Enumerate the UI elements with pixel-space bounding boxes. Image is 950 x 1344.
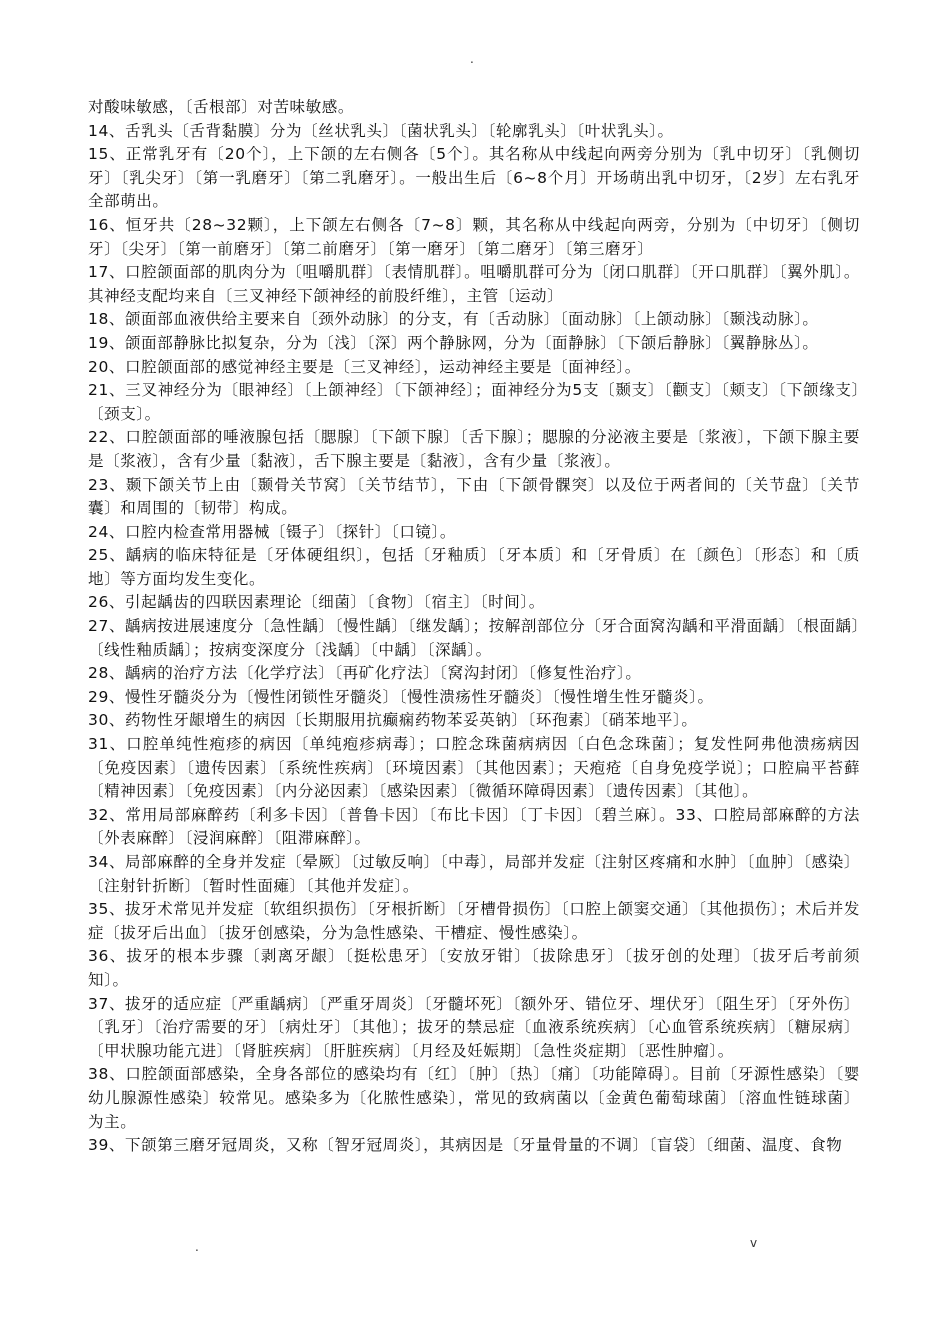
paragraph: 35、拔牙术常见并发症〔软组织损伤〕〔牙根折断〕〔牙槽骨损伤〕〔口腔上颌窦交通〕〔其他损伤〕；术后并发症〔拔牙后出血〕〔拔牙创感染，分为急性感染、干槽症、慢性感染〕。 — [88, 900, 860, 942]
paragraph: 28、龋病的治疗方法〔化学疗法〕〔再矿化疗法〕〔窝沟封闭〕〔修复性治疗〕。 — [88, 664, 642, 683]
paragraph: 14、舌乳头〔舌背黏膜〕分为〔丝状乳头〕〔菌状乳头〕〔轮廓乳头〕〔叶状乳头〕。 — [88, 121, 674, 140]
paragraph: 16、恒牙共〔28~32颗〕，上下颌左右侧各〔7~8〕颗，其名称从中线起向两旁，分别为〔中切牙〕〔侧切牙〕〔尖牙〕〔第一前磨牙〕〔第二前磨牙〕〔第一磨牙〕〔第二磨牙〕〔第三磨牙〕 — [88, 215, 860, 258]
paragraph: 36、拔牙的根本步骤〔剥离牙龈〕〔挺松患牙〕〔安放牙钳〕〔拔除患牙〕〔拔牙创的处理〕〔拔牙后考前须知〕。 — [88, 947, 860, 989]
paragraph: 32、常用局部麻醉药〔利多卡因〕〔普鲁卡因〕〔布比卡因〕〔丁卡因〕〔碧兰麻〕。33、口腔局部麻醉的方法〔外表麻醉〕〔浸润麻醉〕〔阻滞麻醉〕。 — [88, 805, 860, 848]
paragraph: 20、口腔颌面部的感觉神经主要是〔三叉神经〕，运动神经主要是〔面神经〕。 — [88, 357, 641, 376]
paragraph: 34、局部麻醉的全身并发症〔晕厥〕〔过敏反响〕〔中毒〕，局部并发症〔注射区疼痛和水肿〕〔血肿〕〔感染〕〔注射针折断〕〔暂时性面瘫〕〔其他并发症〕。 — [88, 853, 860, 895]
paragraph: 29、慢性牙髓炎分为〔慢性闭锁性牙髓炎〕〔慢性溃疡性牙髓炎〕〔慢性增生性牙髓炎〕。 — [88, 687, 714, 706]
paragraph: 37、拔牙的适应症〔严重龋病〕〔严重牙周炎〕〔牙髓坏死〕〔额外牙、错位牙、埋伏牙〕〔阻生牙〕〔牙外伤〕〔乳牙〕〔治疗需要的牙〕〔病灶牙〕〔其他〕；拔牙的禁忌症〔血液系统疾病〕〔心血管系统疾病〕〔糖尿病〕〔甲状腺功能亢进〕〔肾脏疾病〕〔肝脏疾病〕〔月经及妊娠期〕〔急性炎症期〕〔恶性肿瘤〕。 — [88, 994, 860, 1060]
paragraph: 31、口腔单纯性疱疹的病因〔单纯疱疹病毒〕；口腔念珠菌病病因〔白色念珠菌〕；复发性阿弗他溃疡病因〔免疫因素〕〔遗传因素〕〔系统性疾病〕〔环境因素〕〔其他因素〕；天疱疮〔自身免疫学说〕；口腔扁平苔藓〔精神因素〕〔免疫因素〕〔内分泌因素〕〔感染因素〕〔微循环障碍因素〕〔遗传因素〕〔其他〕。 — [88, 735, 860, 801]
paragraph: 25、龋病的临床特征是〔牙体硬组织〕，包括〔牙釉质〕〔牙本质〕和〔牙骨质〕在〔颜色〕〔形态〕和〔质地〕等方面均发生变化。 — [88, 546, 860, 588]
header-mark: . — [470, 52, 474, 66]
paragraph: 对酸味敏感，〔舌根部〕对苦味敏感。 — [88, 98, 354, 116]
paragraph: 38、口腔颌面部感染，全身各部位的感染均有〔红〕〔肿〕〔热〕〔痛〕〔功能障碍〕。目前〔牙源性感染〕〔婴幼儿腺源性感染〕较常见。感染多为〔化脓性感染〕，常见的致病菌以〔金黄色葡萄球菌〕〔溶血性链球菌〕为主。 — [88, 1065, 860, 1131]
document-body — [88, 96, 860, 1158]
paragraph: 15、正常乳牙有〔20个〕，上下颌的左右侧各〔5个〕。其名称从中线起向两旁分别为〔乳中切牙〕〔乳侧切牙〕〔乳尖牙〕〔第一乳磨牙〕〔第二乳磨牙〕。一般出生后〔6~8个月〕开场萌出乳中切牙，〔2岁〕左右乳牙全部萌出。 — [88, 145, 860, 211]
footer-left-mark: . — [195, 1240, 199, 1254]
paragraph: 26、引起龋齿的四联因素理论〔细菌〕〔食物〕〔宿主〕〔时间〕。 — [88, 593, 545, 612]
paragraph: 24、口腔内检查常用器械〔镊子〕〔探针〕〔口镜〕。 — [88, 522, 456, 541]
paragraph: 23、颞下颌关节上由〔颞骨关节窝〕〔关节结节〕，下由〔下颌骨髁突〕以及位于两者间的〔关节盘〕〔关节囊〕和周围的〔韧带〕构成。 — [88, 475, 860, 518]
paragraph: 21、三叉神经分为〔眼神经〕〔上颌神经〕〔下颌神经〕；面神经分为5支〔颞支〕〔颧支〕〔颊支〕〔下颌缘支〕〔颈支〕。 — [88, 381, 860, 423]
paragraph: 27、龋病按进展速度分〔急性龋〕〔慢性龋〕〔继发龋〕；按解剖部位分〔牙合面窝沟龋和平滑面龋〕〔根面龋〕〔线性釉质龋〕；按病变深度分〔浅龋〕〔中龋〕〔深龋〕。 — [88, 617, 860, 659]
paragraph: 30、药物性牙龈增生的病因〔长期服用抗癫痫药物苯妥英钠〕〔环孢素〕〔硝苯地平〕。 — [88, 711, 698, 730]
paragraph: 19、颌面部静脉比拟复杂，分为〔浅〕〔深〕两个静脉网，分为〔面静脉〕〔下颌后静脉〕〔翼静脉丛〕。 — [88, 333, 819, 352]
paragraph: 17、口腔颌面部的肌肉分为〔咀嚼肌群〕〔表情肌群〕。咀嚼肌群可分为〔闭口肌群〕〔开口肌群〕〔翼外肌〕。其神经支配均来自〔三叉神经下颌神经的前股纤维〕，主管〔运动〕 — [88, 263, 860, 305]
paragraph: 22、口腔颌面部的唾液腺包括〔腮腺〕〔下颌下腺〕〔舌下腺〕；腮腺的分泌液主要是〔浆液〕，下颌下腺主要是〔浆液〕，含有少量〔黏液〕，舌下腺主要是〔黏液〕，含有少量〔浆液〕。 — [88, 428, 860, 470]
footer-right-mark: v — [750, 1236, 758, 1250]
paragraph: 18、颌面部血液供给主要来自〔颈外动脉〕的分支，有〔舌动脉〕〔面动脉〕〔上颌动脉〕〔颞浅动脉〕。 — [88, 310, 819, 329]
paragraph: 39、下颌第三磨牙冠周炎，又称〔智牙冠周炎〕，其病因是〔牙量骨量的不调〕〔盲袋〕〔细菌、温度、食物 — [88, 1136, 843, 1155]
